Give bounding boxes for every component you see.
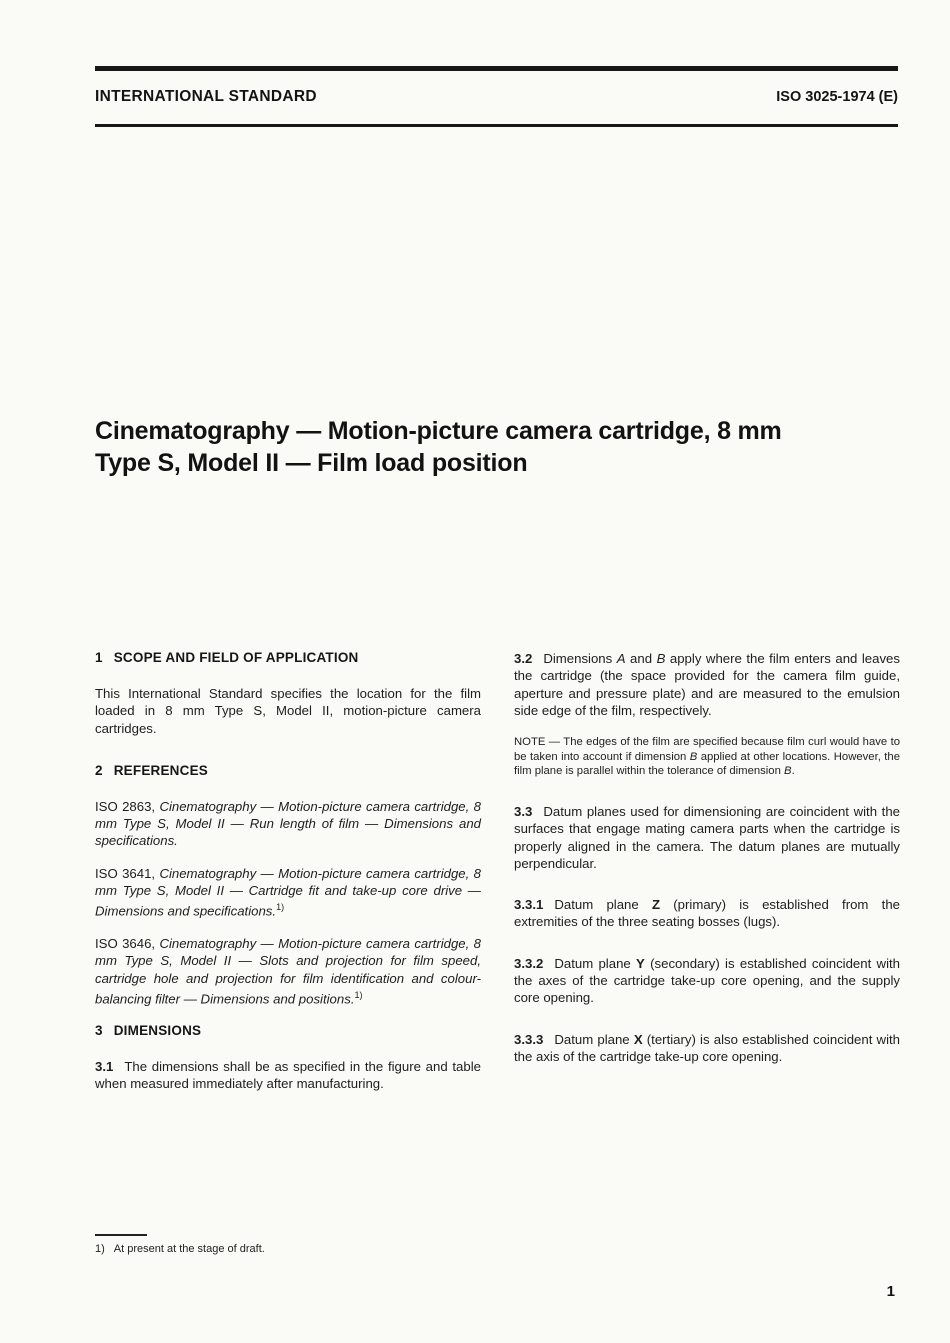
reference-iso-3641: ISO 3641, Cinematography — Motion-picture camera cartridge, 8 mm Type S, Model II — Cartridge fit and take-up core drive — Dimensions and specifications.$^{1)}$ bbox=[95, 865, 482, 919]
heading-references: 2 REFERENCES bbox=[95, 762, 208, 778]
note-paragraph: NOTE — The edges of the film are specified because film curl would have to be taken into account if dimension B applied at other locations. However, the film plane is parallel within the tolerance of dimension B. bbox=[514, 736, 900, 778]
heading-dimensions: 3 DIMENSIONS bbox=[95, 1022, 202, 1038]
footnote-rule bbox=[95, 1234, 147, 1236]
footnote-text: 1) At present at the stage of draft. bbox=[95, 1243, 265, 1255]
body-columns bbox=[95, 650, 900, 1118]
clause-3-3-1: 3.3.1 Datum plane Z (primary) is established from the extremities of the three seating bosses (lugs). bbox=[514, 897, 900, 930]
footnote-area bbox=[95, 1234, 515, 1255]
header-top-rule bbox=[95, 66, 898, 71]
document-title-line-1: Cinematography — Motion-picture camera cartridge, 8 mm bbox=[95, 417, 782, 445]
scope-paragraph: This International Standard specifies the location for the film loaded in 8 mm Type S, Model II, motion-picture camera cartridges. bbox=[95, 686, 481, 736]
document-type-label: INTERNATIONAL STANDARD bbox=[95, 88, 317, 105]
heading-scope: 1 SCOPE AND FIELD OF APPLICATION bbox=[95, 650, 359, 665]
document-reference-number: ISO 3025-1974 (E) bbox=[776, 89, 898, 105]
clause-3-3-3: 3.3.3 Datum plane X (tertiary) is also established coincident with the axis of the cartridge take-up core opening. bbox=[514, 1031, 901, 1064]
clause-3-3-2: 3.3.2 Datum plane Y (secondary) is established coincident with the axes of the cartridge take-up core opening, and the supply core opening. bbox=[514, 955, 901, 1006]
document-title bbox=[95, 415, 895, 479]
clause-3-3: 3.3 Datum planes used for dimensioning are coincident with the surfaces that engage mating camera parts when the cartridge is properly aligned in the camera. The datum planes are mutually perpendicular. bbox=[514, 803, 900, 871]
right-column bbox=[514, 650, 900, 1118]
page-number: 1 bbox=[886, 1283, 895, 1300]
clause-3-2: 3.2 Dimensions A and B apply where the film enters and leaves the cartridge (the space provided for the camera film guide, aperture and pressure plate) and are measured to the emulsion side edge of the film, respectively. bbox=[514, 651, 900, 718]
left-column bbox=[95, 650, 481, 1118]
clause-3-1: 3.1 The dimensions shall be as specified in the figure and table when measured immediately after manufacturing. bbox=[95, 1058, 481, 1091]
document-title-line-2: Type S, Model II — Film load position bbox=[95, 449, 528, 477]
reference-iso-2863: ISO 2863, Cinematography — Motion-picture camera cartridge, 8 mm Type S, Model II — Run length of film — Dimensions and specifications. bbox=[95, 798, 482, 849]
reference-iso-3646: ISO 3646, Cinematography — Motion-picture camera cartridge, 8 mm Type S, Model II — Slots and projection for film speed, cartridge hole and projection for film identification and colour-balancing filter — Dimensions and positions.$^{1)}$ bbox=[95, 936, 482, 1007]
header-bottom-rule bbox=[95, 124, 898, 127]
document-header bbox=[95, 88, 898, 106]
